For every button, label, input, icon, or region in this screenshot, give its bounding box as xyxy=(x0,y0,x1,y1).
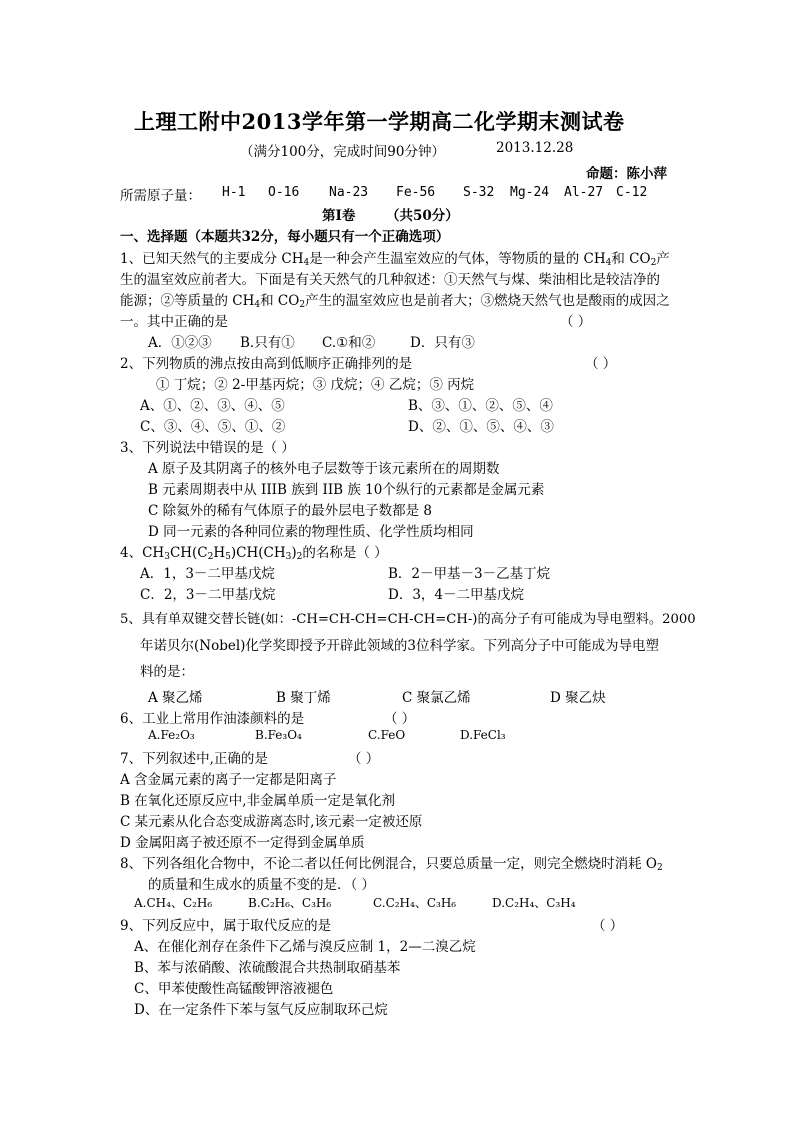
q2-option-b: B、③、①、②、⑤、④ xyxy=(408,398,553,414)
q1-option-a: A．①②③ xyxy=(148,335,212,351)
q5-option-b: B 聚丁烯 xyxy=(276,690,331,706)
q5-option-c: C 聚氯乙烯 xyxy=(402,690,471,706)
atomic-mass-mg: Mg-24 xyxy=(510,185,550,200)
q3-option-b: B 元素周期表中从 IIIB 族到 IIB 族 10个纵行的元素都是金属元素 xyxy=(148,482,545,498)
q1-answer-bracket: （ ） xyxy=(560,314,592,330)
atomic-mass-h: H-1 xyxy=(222,185,246,200)
q6-stem: 6、工业上常用作油漆颜料的是 xyxy=(120,711,305,727)
q1-option-d: D．只有③ xyxy=(410,335,475,351)
q8-option-d: D.C₂H₄、C₃H₄ xyxy=(492,896,576,910)
q6-option-b: B.Fe₃O₄ xyxy=(255,728,302,742)
q2-option-a: A、①、②、③、④、⑤ xyxy=(140,398,285,414)
q1-line2: 生的温室效应前者大。下面是有关天然气的几种叙述：①天然气与煤、柴油相比是较洁净的 xyxy=(120,272,660,288)
q6-answer-bracket: （ ） xyxy=(384,711,416,727)
q7-option-b: B 在氧化还原反应中,非金属单质一定是氧化剂 xyxy=(120,793,396,809)
page-title: 上理工附中2013学年第一学期高二化学期末测试卷 xyxy=(134,109,625,134)
exam-author: 命题：陈小萍 xyxy=(586,166,667,182)
q9-option-a: A、在催化剂存在条件下乙烯与溴反应制 1，2—二溴乙烷 xyxy=(134,939,476,955)
q7-option-c: C 某元素从化合态变成游离态时,该元素一定被还原 xyxy=(120,814,423,830)
q8-option-b: B.C₂H₆、C₃H₆ xyxy=(248,896,332,910)
atomic-mass-s: S-32 xyxy=(463,185,495,200)
q6-option-a: A.Fe₂O₃ xyxy=(148,728,195,742)
q5-line1: 5、具有单双键交替长链(如：-CH=CH-CH=CH-CH=CH-)的高分子有可能成为导电塑料。2000 xyxy=(120,612,696,627)
q5-option-a: A 聚乙烯 xyxy=(148,690,203,706)
q9-option-c: C、甲苯使酸性高锰酸钾溶液褪色 xyxy=(134,981,334,997)
q1-line1: 1、已知天然气的主要成分 $CH_4$是一种会产生温室效应的气体，等物质的量的 $CH_4$和 $CO_2$产 xyxy=(120,251,670,268)
atomic-mass-o: O-16 xyxy=(268,185,300,200)
q7-answer-bracket: （ ） xyxy=(348,751,380,767)
q3-option-a: A 原子及其阴离子的核外电子层数等于该元素所在的周期数 xyxy=(148,461,500,477)
q4-stem: 4、$CH_3CH(C_2H_5)CH(CH_3)_2$的名称是（ ） xyxy=(120,545,388,562)
q3-option-c: C 除氦外的稀有气体原子的最外层电子数都是 8 xyxy=(148,503,433,519)
exam-subtitle: （满分100分，完成时间90分钟） xyxy=(240,144,445,160)
part-title: 第Ⅰ卷 xyxy=(322,208,356,224)
exam-date: 2013.12.28 xyxy=(496,140,574,156)
q9-option-d: D、在一定条件下苯与氢气反应制取环己烷 xyxy=(134,1002,388,1018)
q6-option-d: D.FeCl₃ xyxy=(460,728,506,742)
q8-option-a: A.CH₄、C₂H₆ xyxy=(134,896,213,910)
q4-option-a: A．1，3－二甲基戊烷 xyxy=(140,566,275,582)
section-title: 一、选择题（本题共32分，每小题只有一个正确选项） xyxy=(120,229,450,245)
atomic-mass-fe: Fe-56 xyxy=(396,185,436,200)
q4-option-b: B．2－甲基－3－乙基丁烷 xyxy=(388,566,551,582)
q3-stem: 3、下列说法中错误的是（ ） xyxy=(120,440,295,456)
q9-answer-bracket: （ ） xyxy=(592,918,624,934)
q5-line3: 料的是： xyxy=(140,664,194,680)
q3-option-d: D 同一元素的各种同位素的物理性质、化学性质均相同 xyxy=(148,524,474,540)
q2-answer-bracket: （ ） xyxy=(585,356,617,372)
q7-option-d: D 金属阳离子被还原不一定得到金属单质 xyxy=(120,835,365,851)
atomic-mass-c: C-12 xyxy=(616,185,648,200)
q4-option-c: C．2，3－二甲基戊烷 xyxy=(140,587,276,603)
q2-option-c: C、③、④、⑤、①、② xyxy=(140,419,286,435)
atomic-mass-na: Na-23 xyxy=(329,185,369,200)
q1-option-b: B.只有① xyxy=(240,335,295,351)
q5-line2: 年诺贝尔(Nobel)化学奖即授予开辟此领域的3位科学家。下列高分子中可能成为导电塑 xyxy=(140,638,660,654)
q1-line3: 能源；②等质量的 $CH_4$和 $CO_2$产生的温室效应也是前者大；③燃烧天然气也是酸雨的成因之 xyxy=(120,293,670,310)
atomic-mass-al: Al-27 xyxy=(564,185,604,200)
q2-stem: 2、下列物质的沸点按由高到低顺序正确排列的是 xyxy=(120,356,413,372)
q1-line4: 一。其中正确的是 xyxy=(120,314,228,330)
atomic-mass-label: 所需原子量： xyxy=(120,188,201,204)
q6-option-c: C.FeO xyxy=(368,728,406,742)
q7-stem: 7、下列叙述中,正确的是 xyxy=(120,751,268,767)
q4-option-d: D．3，4－二甲基戊烷 xyxy=(388,587,525,603)
q9-stem: 9、下列反应中，属于取代反应的是 xyxy=(120,918,332,934)
part-score: （共50分） xyxy=(386,208,459,224)
q8-line2: 的质量和生成水的质量不变的是．（ ） xyxy=(148,877,376,893)
q8-option-c: C.C₂H₄、C₃H₆ xyxy=(373,896,457,910)
q7-option-a: A 含金属元素的离子一定都是阳离子 xyxy=(120,772,337,788)
q9-option-b: B、苯与浓硝酸、浓硫酸混合共热制取硝基苯 xyxy=(134,960,401,976)
q1-option-c: C.①和② xyxy=(322,335,376,351)
q8-line1: 8、下列各组化合物中，不论二者以任何比例混合，只要总质量一定，则完全燃烧时消耗 $O_2$ xyxy=(120,856,663,873)
q5-option-d: D 聚乙炔 xyxy=(550,690,606,706)
q2-option-d: D、②、①、⑤、④、③ xyxy=(408,419,554,435)
q2-items: ① 丁烷；② 2-甲基丙烷；③ 戊烷；④ 乙烷；⑤ 丙烷 xyxy=(156,377,475,393)
